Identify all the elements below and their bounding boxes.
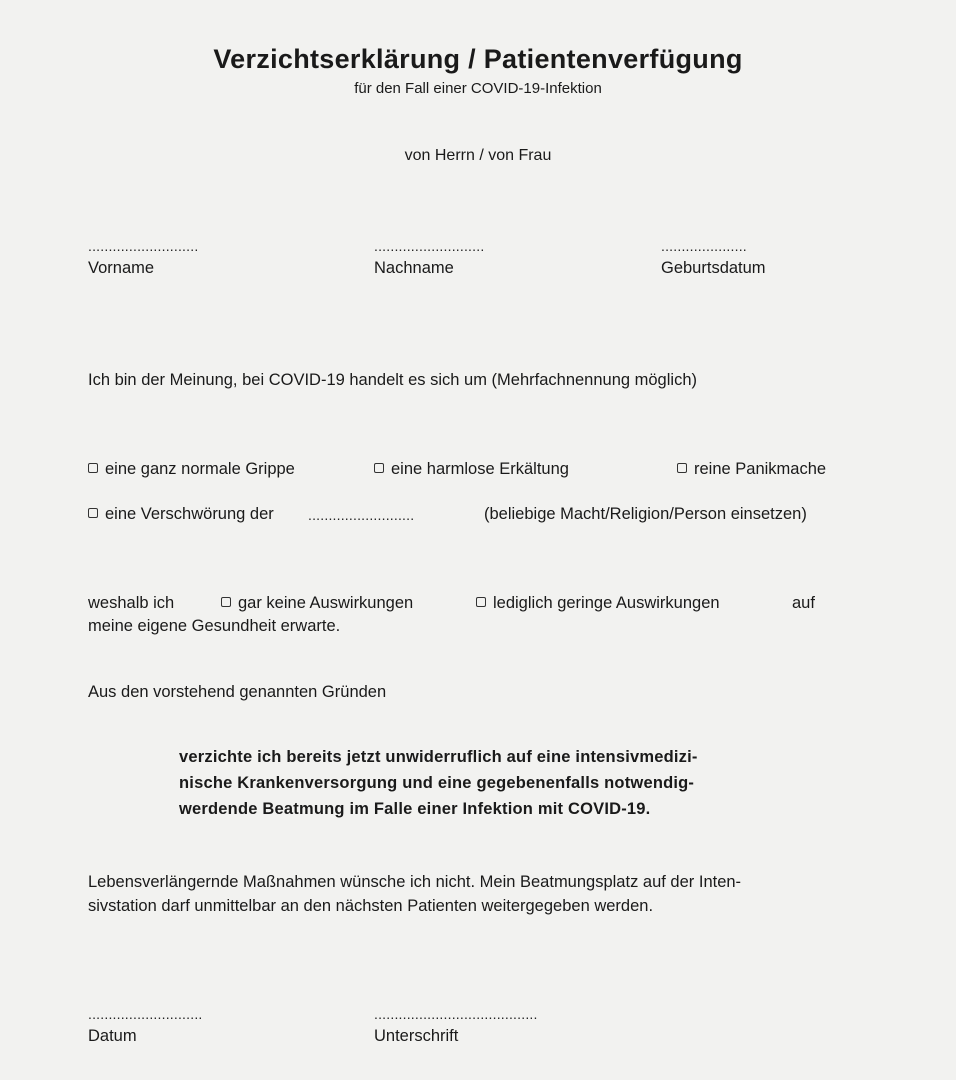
option-grippe-label: eine ganz normale Grippe <box>105 460 295 478</box>
checkbox-icon[interactable] <box>374 463 384 473</box>
checkbox-icon[interactable] <box>677 463 687 473</box>
effects-suffix: auf <box>792 594 815 612</box>
closing-line: sivstation darf unmittelbar an den nächsten Patienten weitergegeben werden. <box>88 897 654 915</box>
option-panik-label: reine Panikmache <box>694 460 827 478</box>
nachname-field[interactable]: ........................... <box>374 238 485 254</box>
verschwoerung-field[interactable]: .......................... <box>308 507 415 523</box>
option-verschwoerung[interactable] <box>88 505 274 524</box>
declaration-line: werdende Beatmung im Falle einer Infektion mit COVID-19. <box>179 800 651 818</box>
unterschrift-field[interactable]: ........................................ <box>374 1006 538 1022</box>
datum-label: Datum <box>88 1027 137 1045</box>
person-label: von Herrn / von Frau <box>404 147 552 164</box>
option-minor-effects-label: lediglich geringe Auswirkungen <box>493 594 720 612</box>
geburtsdatum-label: Geburtsdatum <box>661 259 766 277</box>
option-verschwoerung-label: eine Verschwörung der <box>105 505 274 523</box>
checkbox-icon[interactable] <box>88 463 98 473</box>
nachname-label: Nachname <box>374 259 454 277</box>
declaration-line: nische Krankenversorgung und eine gegebenenfalls notwendig- <box>179 774 695 792</box>
option-no-effects-label: gar keine Auswirkungen <box>238 594 414 612</box>
option-minor-effects[interactable] <box>476 594 720 613</box>
option-no-effects[interactable] <box>221 594 413 613</box>
document-title: Verzichtserklärung / Patientenverfügung <box>213 44 743 74</box>
document-subtitle: für den Fall einer COVID-19-Infektion <box>354 80 602 97</box>
effects-prefix: weshalb ich <box>88 594 175 612</box>
datum-field[interactable]: ............................ <box>88 1006 203 1022</box>
unterschrift-label: Unterschrift <box>374 1027 459 1045</box>
checkbox-icon[interactable] <box>88 508 98 518</box>
verschwoerung-hint: (beliebige Macht/Religion/Person einsetzen) <box>484 505 807 523</box>
geburtsdatum-field[interactable]: ..................... <box>661 238 747 254</box>
checkbox-icon[interactable] <box>221 597 231 607</box>
option-panik[interactable] <box>677 460 826 479</box>
reasons-text: Aus den vorstehend genannten Gründen <box>88 683 387 701</box>
question-text: Ich bin der Meinung, bei COVID-19 handelt es sich um (Mehrfachnennung möglich) <box>88 371 697 389</box>
closing-paragraph <box>88 870 741 918</box>
declaration-paragraph <box>179 744 698 822</box>
vorname-field[interactable]: ........................... <box>88 238 199 254</box>
declaration-line: verzichte ich bereits jetzt unwiderruflich auf eine intensivmedizi- <box>179 748 698 766</box>
checkbox-icon[interactable] <box>476 597 486 607</box>
option-erkaeltung[interactable] <box>374 460 569 479</box>
vorname-label: Vorname <box>88 259 155 277</box>
closing-line: Lebensverlängernde Maßnahmen wünsche ich nicht. Mein Beatmungsplatz auf der Inten- <box>88 873 742 891</box>
effects-line2: meine eigene Gesundheit erwarte. <box>88 617 341 635</box>
option-grippe[interactable] <box>88 460 295 479</box>
option-erkaeltung-label: eine harmlose Erkältung <box>391 460 569 478</box>
